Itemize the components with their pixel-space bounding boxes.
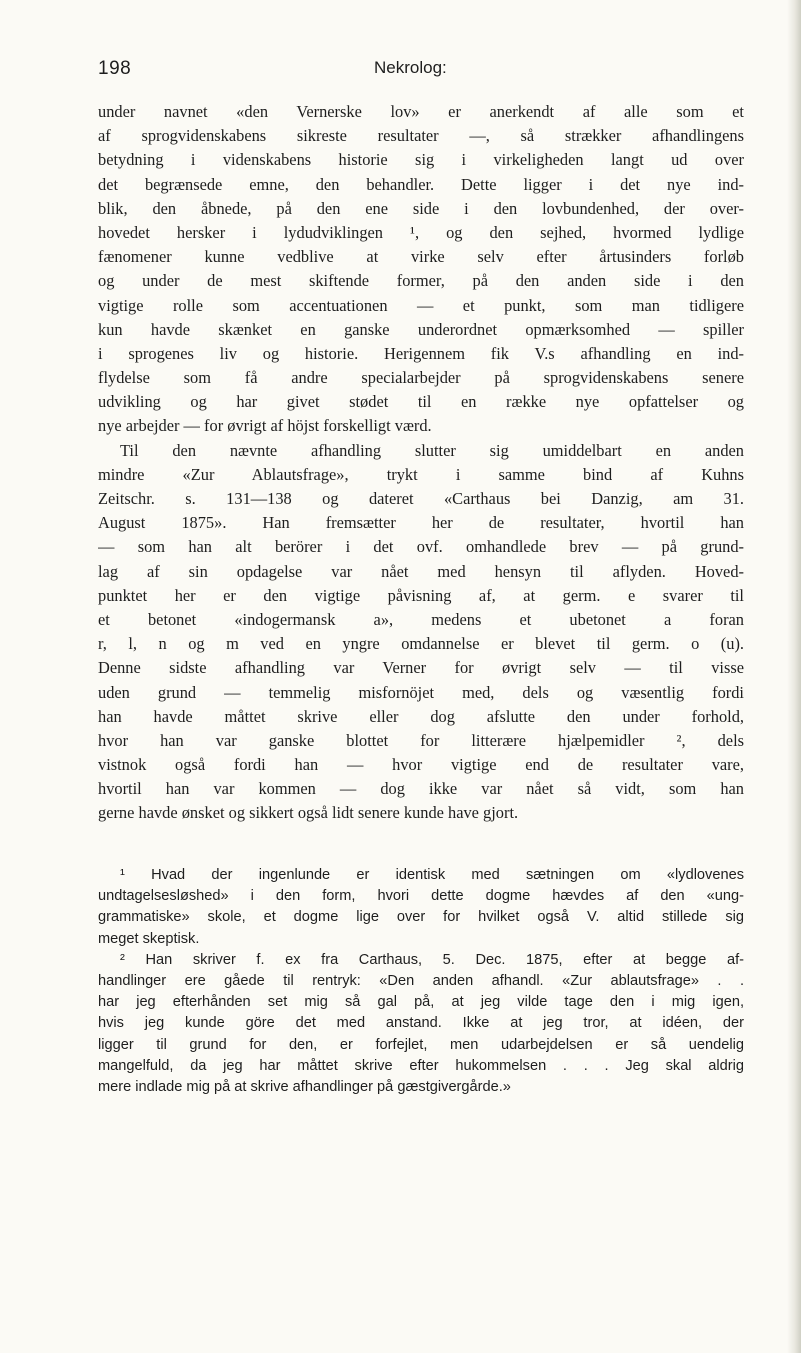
body-line: hovedet hersker i lydudviklingen ¹, og den sejhed, hvormed lydlige — [98, 222, 744, 242]
footnote-line: mangelfuld, da jeg har måttet skrive efter hukommelsen . . . Jeg skal aldrig — [98, 1057, 744, 1074]
body-line: det begrænsede emne, den behandler. Dette ligger i det nye ind- — [98, 174, 744, 194]
footnote-line: ² Han skriver f. ex fra Carthaus, 5. Dec. 1875, efter at begge af- — [120, 951, 744, 968]
body-line: lag af sin opdagelse var nået med hensyn til aflyden. Hoved- — [98, 561, 744, 581]
body-line: August 1875». Han fremsætter her de resultater, hvortil han — [98, 513, 744, 533]
body-line: Zeitschr. s. 131—138 og dateret «Carthaus bei Danzig, am 31. — [98, 489, 744, 508]
body-line: r, l, n og m ved en yngre omdannelse er blevet til germ. o (u). — [98, 634, 744, 654]
footnote-line: meget skeptisk. — [98, 930, 200, 947]
footnote-line: har jeg efterhånden set mig så gal på, at jeg vilde tage den i mig igen, — [98, 994, 744, 1011]
footnote-line: ligger til grund for den, er forfejlet, men udarbejdelsen er så uendelig — [98, 1036, 744, 1053]
page-header — [0, 58, 801, 82]
body-line: betydning i videnskabens historie sig i virkeligheden langt ud over — [98, 150, 744, 170]
body-line: vistnok også fordi han — hvor vigtige end de resultater vare, — [98, 755, 744, 775]
body-line: vigtige rolle som accentuationen — et punkt, som man tidligere — [98, 295, 744, 315]
body-line: nye arbejder — for øvrigt af höjst forskelligt værd. — [98, 416, 432, 436]
page-edge — [787, 0, 801, 1353]
running-head: Nekrolog: — [374, 58, 447, 77]
body-line: hvor han var ganske blottet for litterære hjælpemidler ², dels — [98, 730, 744, 750]
body-line: Denne sidste afhandling var Verner for øvrigt selv — til visse — [98, 658, 744, 678]
footnote-line: undtagelsesløshed» i den form, hvori dette dogme hævdes af den «ung- — [98, 888, 744, 905]
footnote-line: mere indlade mig på at skrive afhandlinger på gæstgivergårde.» — [98, 1078, 511, 1095]
body-text — [98, 100, 744, 826]
body-line: punktet her er den vigtige påvisning af, at germ. e svarer til — [98, 585, 744, 605]
page-number: 198 — [98, 58, 132, 79]
body-line: gerne havde ønsket og sikkert også lidt senere kunde have gjort. — [98, 803, 519, 823]
footnote-line: grammatiske» skole, et dogme lige over for hvilket også V. altid stillede sig — [98, 909, 744, 926]
body-line: og under de mest skiftende former, på den anden side i den — [98, 271, 744, 291]
body-line: mindre «Zur Ablautsfrage», trykt i samme bind af Kuhns — [98, 464, 744, 484]
footnote-line: hvis jeg kunde göre det med anstand. Ikke at jeg tror, at idéen, der — [98, 1015, 744, 1032]
body-line: Til den nævnte afhandling slutter sig umiddelbart en anden — [120, 440, 744, 460]
body-line: i sprogenes liv og historie. Herigennem fik V.s afhandling en ind- — [98, 343, 744, 363]
body-line: hvortil han var kommen — dog ikke var nået så vidt, som han — [98, 779, 744, 799]
body-line: udvikling og har givet stødet til en række nye opfattelser og — [98, 392, 744, 412]
footnote-line: handlinger ere gåede til rentryk: «Den anden afhandl. «Zur ablautsfrage» . . — [98, 972, 744, 989]
body-line: blik, den åbnede, på den ene side i den lovbundenhed, der over- — [98, 198, 744, 218]
body-line: fænomener kunne vedblive at virke selv efter årtusinders forløb — [98, 247, 744, 267]
footnotes — [98, 865, 744, 1098]
body-line: — som han alt berörer i det ovf. omhandlede brev — på grund- — [98, 537, 744, 557]
body-line: uden grund — temmelig misfornöjet med, dels og væsentlig fordi — [98, 682, 744, 702]
body-line: flydelse som få andre specialarbejder på sprogvidenskabens senere — [98, 368, 744, 388]
body-line: han havde måttet skrive eller dog afslutte den under forhold, — [98, 706, 744, 726]
body-line: et betonet «indogermansk a», medens et ubetonet a foran — [98, 609, 744, 629]
body-line: af sprogvidenskabens sikreste resultater —, så strækker afhandlingens — [98, 126, 744, 146]
body-line: kun havde skænket en ganske underordnet opmærksomhed — spiller — [98, 319, 744, 339]
footnote-line: ¹ Hvad der ingenlunde er identisk med sætningen om «lydlovenes — [120, 867, 744, 883]
body-line: under navnet «den Vernerske lov» er anerkendt af alle som et — [98, 102, 744, 121]
